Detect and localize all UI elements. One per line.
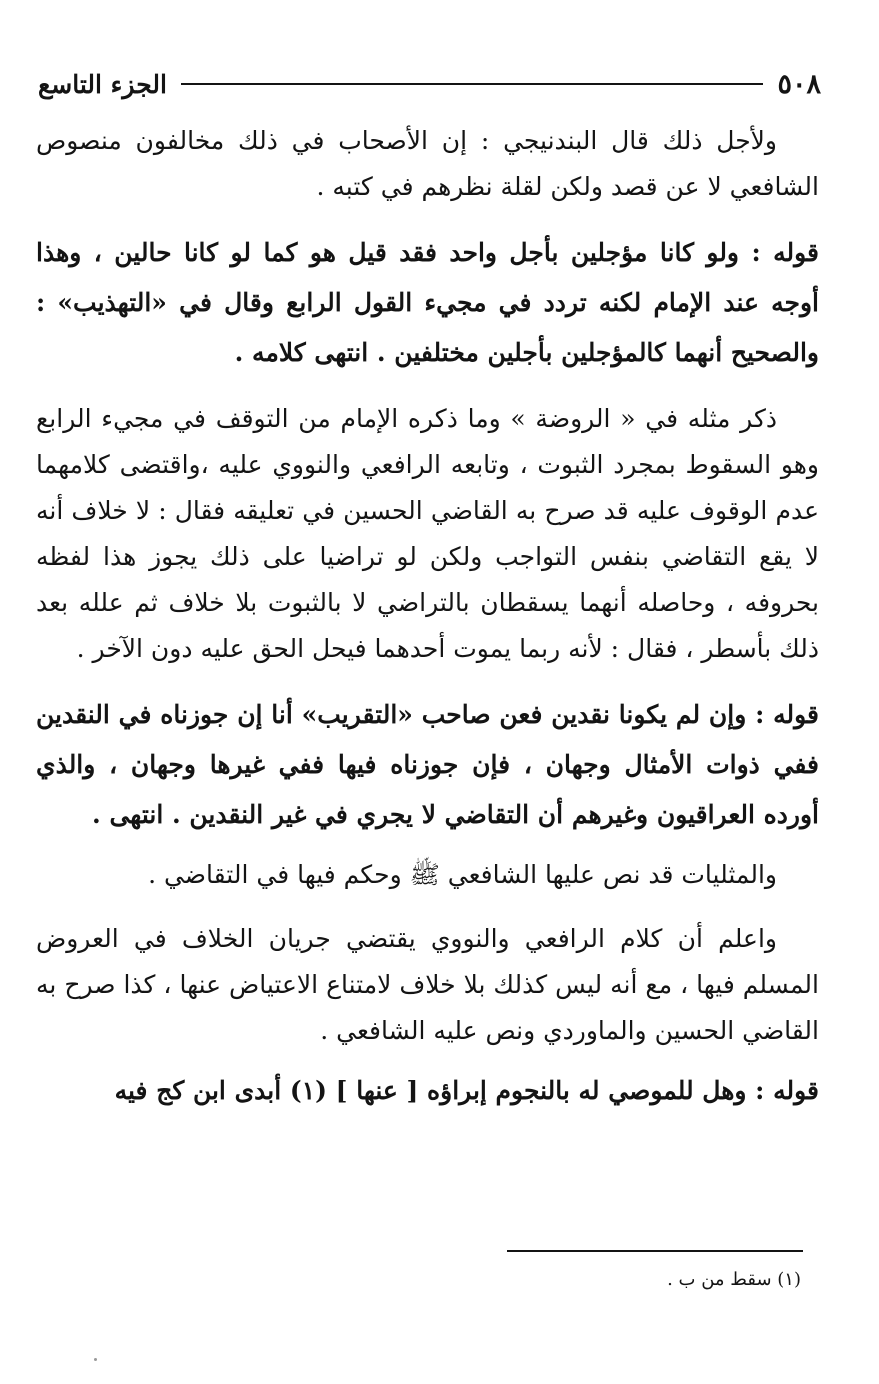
footnote-rule [507, 1250, 803, 1252]
body-text [36, 118, 819, 1116]
page-number: ٥٠٨ [777, 68, 821, 100]
header-rule [181, 83, 764, 85]
volume-title: الجزء التاسع [38, 69, 167, 99]
footnote: (١) سقط من ب . [667, 1269, 801, 1290]
scan-speck [94, 1358, 97, 1361]
paragraph: والمثليات قد نص عليها الشافعي ﷺ وحكم فيها في التقاضي . [148, 860, 777, 889]
quoted-statement: قوله : ولو كانا مؤجلين بأجل واحد فقد قيل هو كما لو كانا حالين ، وهذا أوجه عند الإمام لكنه تردد في مجيء القول الرابع وقال في «التهذيب» : والصحيح أنهما كالمؤجلين بأجلين مختلفين . انتهى كلامه . [36, 238, 819, 367]
quoted-statement: قوله : وهل للموصي له بالنجوم إبراؤه [ عنها ] (١) أبدى ابن كج فيه [114, 1076, 819, 1105]
paragraph: ذكر مثله في « الروضة » وما ذكره الإمام من التوقف في مجيء الرابع وهو السقوط بمجرد الثبوت ، وتابعه الرافعي والنووي عليه ،واقتضى كلامهما عدم الوقوف عليه قد صرح به القاضي الحسين في تعليقه فقال : لا خلاف أنه لا يقع التقاضي بنفس التواجب ولكن لو تراضيا على ذلك يجوز هذا لفظه بحروفه ، وحاصله أنهما يسقطان بالتراضي لا بالثبوت بلا خلاف ثم علله بعد ذلك بأسطر ، فقال : لأنه ربما يموت أحدهما فيحل الحق عليه دون الآخر . [36, 404, 819, 663]
running-header [38, 62, 821, 106]
quoted-statement: قوله : وإن لم يكونا نقدين فعن صاحب «التقريب» أنا إن جوزناه في النقدين ففي ذوات الأمثال وجهان ، فإن جوزناه فيها ففي غيرها وجهان ، والذي أورده العراقيون وغيرهم أن التقاضي لا يجري في غير النقدين . انتهى . [36, 700, 819, 829]
paragraph: واعلم أن كلام الرافعي والنووي يقتضي جريان الخلاف في العروض المسلم فيها ، مع أنه ليس كذلك بلا خلاف لامتناع الاعتياض عنها ، كذا صرح به القاضي الحسين والماوردي ونص عليه الشافعي . [36, 924, 819, 1045]
paragraph: ولأجل ذلك قال البندنيجي : إن الأصحاب في ذلك مخالفون منصوص الشافعي لا عن قصد ولكن لقلة نظرهم في كتبه . [36, 126, 819, 201]
